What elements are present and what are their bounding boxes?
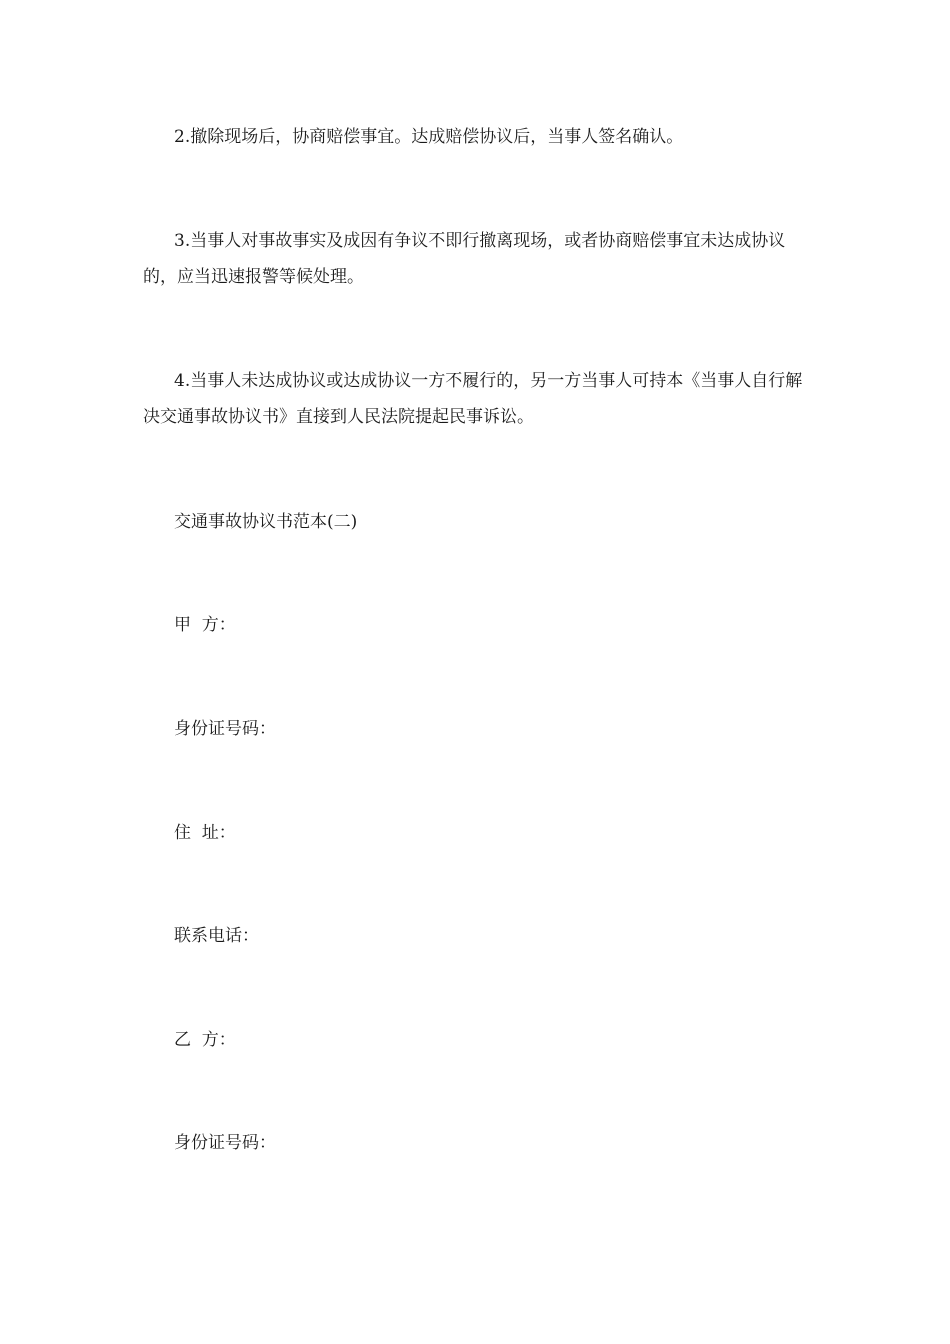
field-party-b: 乙 方：: [174, 1030, 236, 1050]
paragraph-item-3: 3.当事人对事故事实及成因有争议不即行撤离现场，或者协商赔偿事宜未达成协议的，应当迅速报警等候处理。: [143, 231, 786, 287]
section-title: 交通事故协议书范本(二): [174, 512, 358, 532]
field-address: 住 址：: [174, 823, 236, 843]
paragraph-item-2: 2.撤除现场后，协商赔偿事宜。达成赔偿协议后，当事人签名确认。: [174, 127, 684, 147]
field-phone: 联系电话：: [174, 926, 259, 946]
field-id-number-a: 身份证号码：: [174, 719, 276, 739]
field-party-a: 甲 方：: [174, 615, 236, 635]
paragraph-item-4: 4.当事人未达成协议或达成协议一方不履行的，另一方当事人可持本《当事人自行解决交通事故协议书》直接到人民法院提起民事诉讼。: [143, 371, 803, 427]
field-id-number-b: 身份证号码：: [174, 1133, 276, 1153]
